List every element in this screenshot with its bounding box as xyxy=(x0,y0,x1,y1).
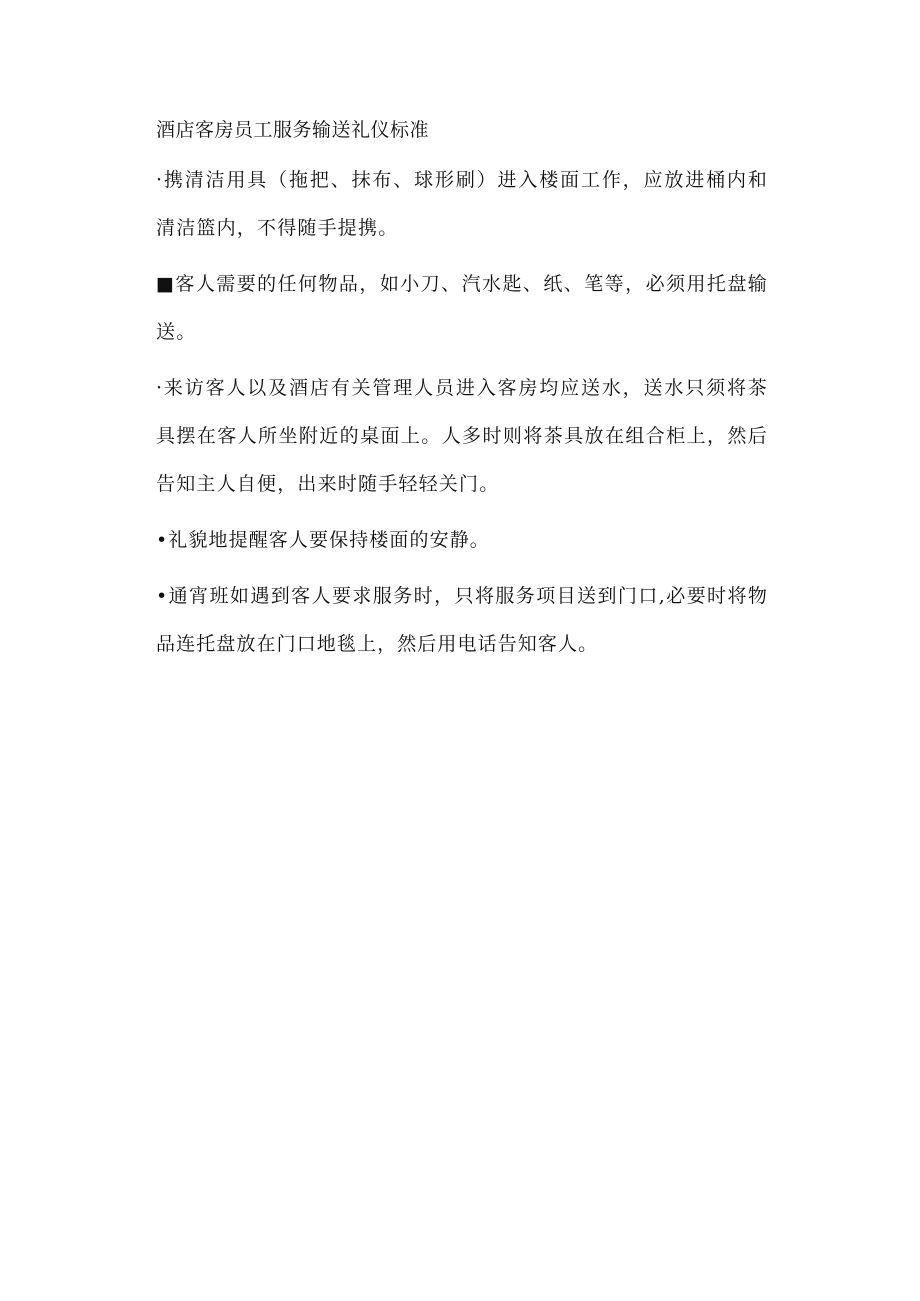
paragraph-cleaning-tools: ·携清洁用具（拖把、抹布、球形刷）进入楼面工作，应放进桶内和清洁篮内，不得随手提携。 xyxy=(156,169,768,239)
paragraph-visitor-water: ·来访客人以及酒店有关管理人员进入客房均应送水，送水只须将茶具摆在客人所坐附近的桌面上。人多时则将茶具放在组合柜上，然后告知主人自便，出来时随手轻轻关门。 xyxy=(156,377,768,495)
document-title: 酒店客房员工服务输送礼仪标准 xyxy=(156,119,430,141)
paragraph-night-service: •通宵班如遇到客人要求服务时，只将服务项目送到门口,必要时将物品连托盘放在门口地毯上，然后用电话告知客人。 xyxy=(156,585,768,655)
document-page xyxy=(156,112,768,668)
paragraph-quiet-floor: •礼貌地提醒客人要保持楼面的安静。 xyxy=(156,529,490,551)
paragraph-guest-items: ■客人需要的任何物品，如小刀、汽水匙、纸、笔等，必须用托盘输送。 xyxy=(156,273,768,343)
